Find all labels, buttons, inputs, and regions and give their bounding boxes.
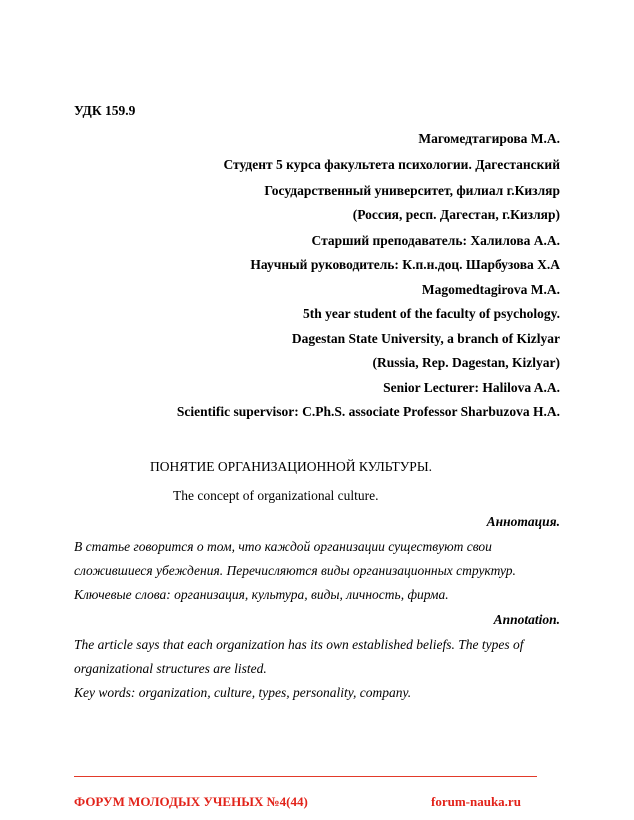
abstract-heading-ru: Аннотация. — [486, 514, 560, 529]
author-status-en: 5th year student of the faculty of psychology. — [302, 306, 560, 321]
author-name-ru: Магомедтагирова М.А. — [418, 131, 560, 146]
abstract-line: The article says that each organization has its own established beliefs. The types of — [74, 637, 524, 652]
keywords-en: Key words: organization, culture, types, personality, company. — [74, 685, 412, 700]
paper-title-en: The concept of organizational culture. — [173, 488, 379, 503]
abstract-line: В статье говорится о том, что каждой организации существуют свои — [74, 539, 492, 554]
udk-code: УДК 159.9 — [74, 103, 136, 118]
author-location-ru: (Россия, респ. Дагестан, г.Кизляр) — [352, 207, 560, 222]
abstract-heading-en: Annotation. — [493, 612, 560, 627]
senior-lecturer-en: Senior Lecturer: Halilova A.A. — [383, 380, 560, 395]
footer-site-link[interactable]: forum-nauka.ru — [431, 794, 521, 809]
keywords-ru: Ключевые слова: организация, культура, виды, личность, фирма. — [74, 587, 449, 602]
author-location-en: (Russia, Rep. Dagestan, Kizlyar) — [372, 355, 560, 370]
author-university-en: Dagestan State University, a branch of Kizlyar — [291, 331, 560, 346]
paper-title-ru: ПОНЯТИЕ ОРГАНИЗАЦИОННОЙ КУЛЬТУРЫ. — [150, 459, 432, 474]
abstract-line: organizational structures are listed. — [74, 661, 267, 676]
senior-lecturer-ru: Старший преподаватель: Халилова А.А. — [311, 233, 560, 248]
footer-journal-title: ФОРУМ МОЛОДЫХ УЧЕНЫХ №4(44) — [74, 794, 308, 809]
author-name-en: Magomedtagirova M.A. — [421, 282, 560, 297]
author-status-ru: Студент 5 курса факультета психологии. Дагестанский — [223, 157, 560, 172]
supervisor-ru: Научный руководитель: К.п.н.доц. Шарбузова Х.А — [250, 257, 560, 272]
author-university-ru: Государственный университет, филиал г.Кизляр — [264, 183, 560, 198]
footer-divider — [74, 776, 537, 777]
supervisor-en: Scientific supervisor: C.Ph.S. associate Professor Sharbuzova H.A. — [176, 404, 560, 419]
abstract-line: сложившиеся убеждения. Перечисляются виды организационных структур. — [74, 563, 516, 578]
